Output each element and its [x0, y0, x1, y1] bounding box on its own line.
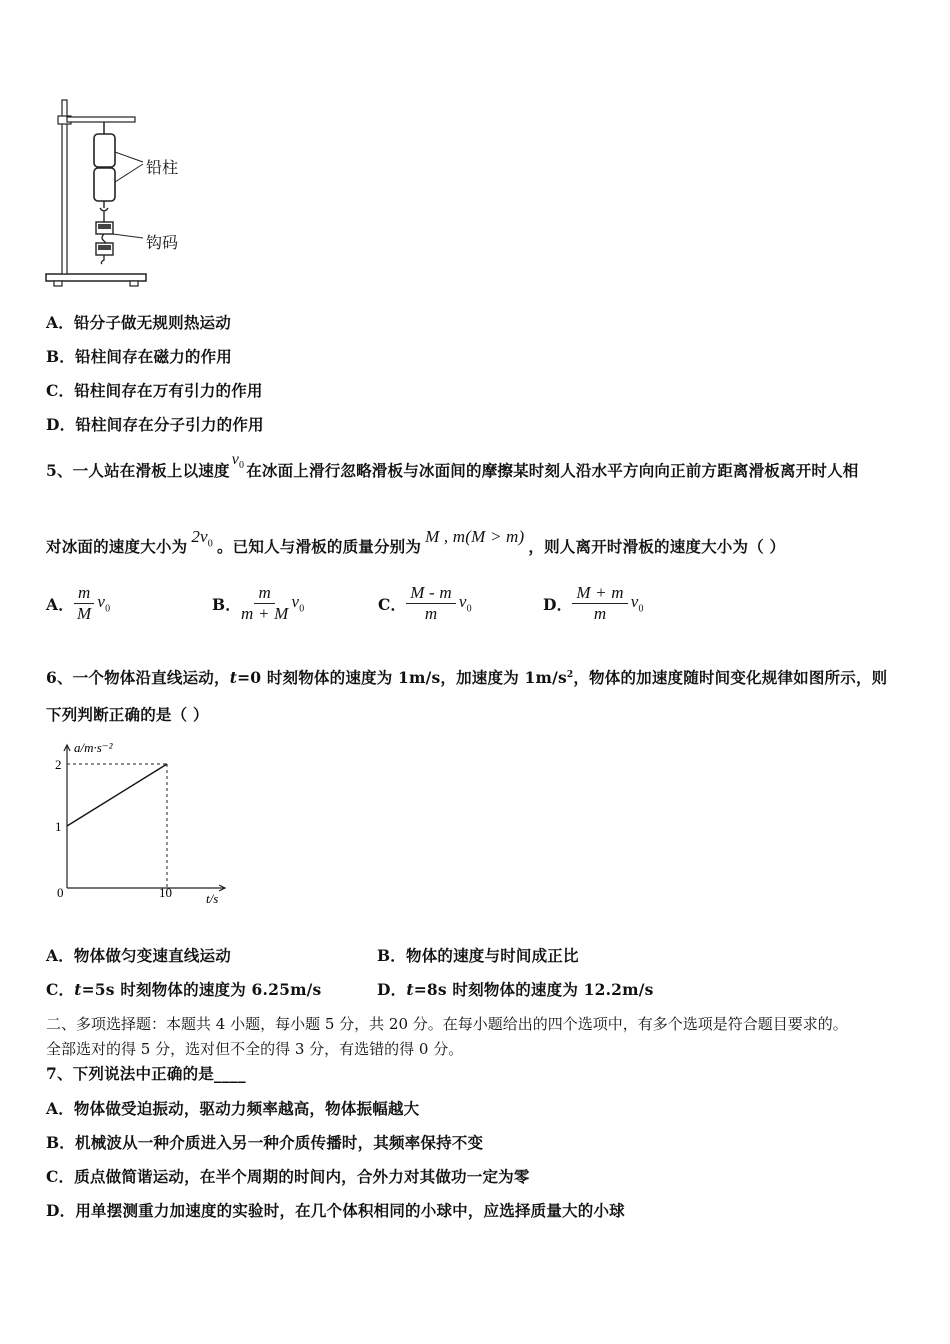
series-line-a [67, 764, 167, 826]
q6-option-c: C．t=5s 时刻物体的速度为 6.25m/s [46, 980, 322, 999]
stand-base [46, 274, 146, 281]
y-axis-label: a/m·s⁻² [74, 740, 113, 755]
q7-stem: 7、下列说法中正确的是____ [46, 1064, 246, 1083]
q6-option-d: D．t=8s 时刻物体的速度为 12.2m/s [377, 980, 654, 999]
lead-cylinder-top [94, 134, 115, 167]
section2-line1: 二、多项选择题：本题共 4 小题，每小题 5 分，共 20 分。在每小题给出的四个选项中，有多个选项是符合题目要求的。 [46, 1015, 848, 1033]
acceleration-time-chart [40, 735, 240, 910]
stand-pole [62, 100, 67, 274]
lead-cylinder-diagram [40, 96, 210, 291]
y-tick-label: 2 [55, 757, 62, 772]
q6-stem-line1: 6、一个物体沿直线运动，t=0 时刻物体的速度为 1m/s，加速度为 $1m/s^2$，物体的加速度随时间变化规律如图所示，则 [46, 668, 888, 687]
q7-option-c: C．质点做简谐运动，在半个周期的时间内，合外力对其做功一定为零 [46, 1167, 530, 1186]
answer-blank: ____ [214, 1064, 246, 1083]
q5-stem-line2: 对冰面的速度大小为$2v_0$ 。已知人与滑板的质量分别为M , m(M > m)，则人离开时滑板的速度大小为（ ） [46, 527, 786, 556]
q6-option-b: B．物体的速度与时间成正比 [377, 946, 579, 965]
q4-option-d: D．铅柱间存在分子引力的作用 [46, 415, 264, 434]
stand-arm [67, 117, 135, 122]
x-tick-label: 0 [57, 885, 64, 900]
q6-stem-line2: 下列判断正确的是（ ） [46, 705, 209, 724]
q4-option-c: C．铅柱间存在万有引力的作用 [46, 381, 263, 400]
q5-option-a: A． $\frac{m}{M}$ $v_0$ [46, 583, 111, 623]
q5-option-d: D． $\frac{M + m}{m}$ $v_0$ [543, 583, 644, 623]
q5-option-b: B． $\frac{m}{m + M}$ $v_0$ [212, 583, 305, 623]
q7-option-d: D．用单摆测重力加速度的实验时，在几个体积相同的小球中，应选择质量大的小球 [46, 1201, 625, 1220]
q4-option-b: B．铅柱间存在磁力的作用 [46, 347, 233, 366]
section2-line2: 全部选对的得 5 分，选对但不全的得 3 分，有选错的得 0 分。 [46, 1040, 464, 1058]
x-tick-label: 10 [159, 885, 172, 900]
q5-stem-line1: 5、一人站在滑板上以速度$v_0$ 在冰面上滑行忽略滑板与冰面间的摩擦某时刻人沿水平方向向正前方距离滑板离开时人相 [46, 451, 859, 480]
x-axis-label: t/s [206, 891, 219, 906]
q4-option-a: A．铅分子做无规则热运动 [46, 313, 231, 332]
lead-cylinder-bottom [94, 168, 115, 201]
y-tick-label: 1 [55, 819, 62, 834]
q6-option-a: A．物体做匀变速直线运动 [46, 946, 231, 965]
q7-option-a: A．物体做受迫振动，驱动力频率越高，物体振幅越大 [46, 1099, 420, 1118]
label-weights: 钩码 [146, 233, 179, 252]
q5-option-c: C． $\frac{M - m}{m}$ $v_0$ [378, 583, 472, 623]
label-lead-cylinder: 铅柱 [146, 158, 179, 177]
q7-option-b: B．机械波从一种介质进入另一种介质传播时，其频率保持不变 [46, 1133, 484, 1152]
